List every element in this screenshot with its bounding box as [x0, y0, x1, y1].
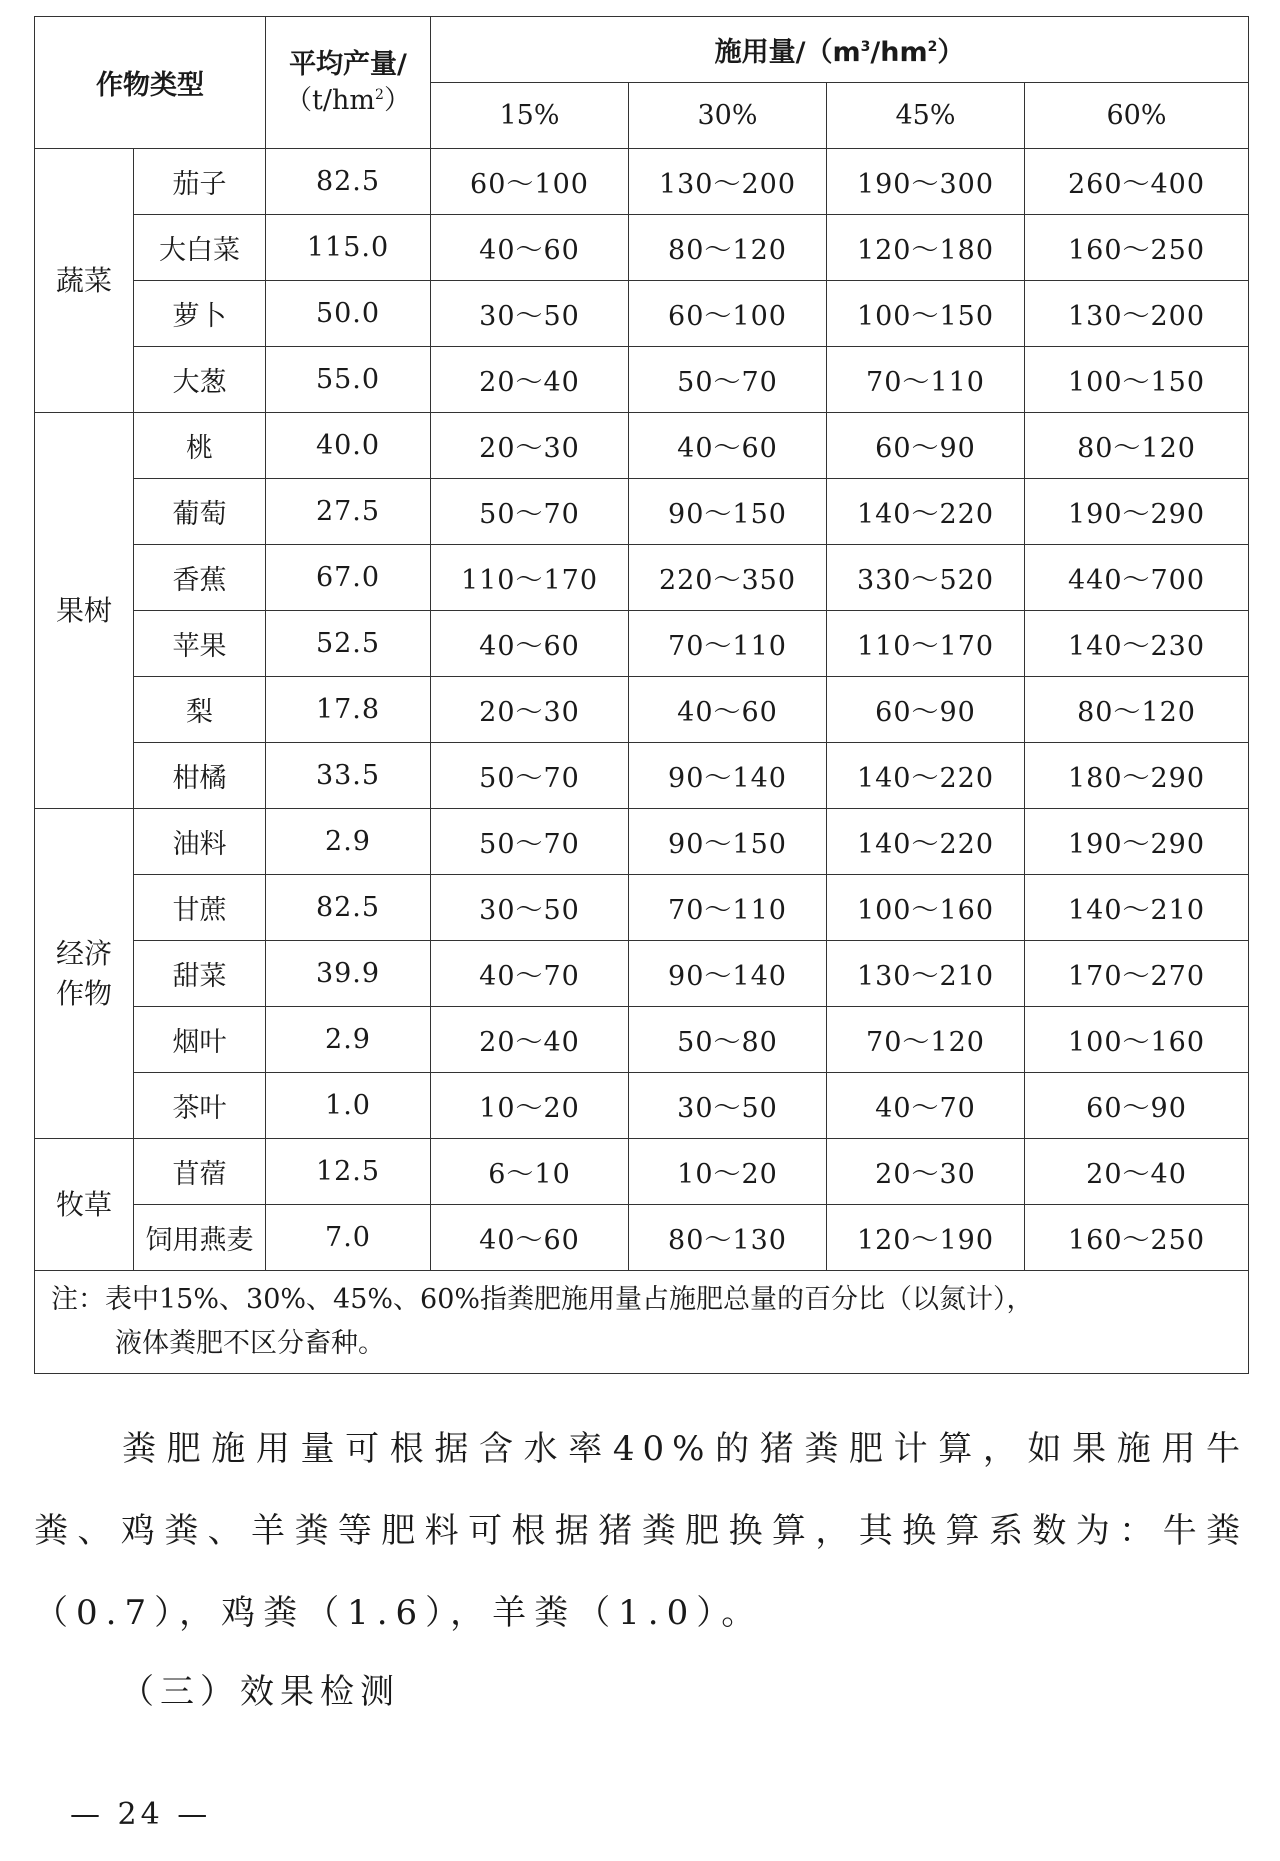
- category-fruit-trees: 果树: [35, 413, 134, 809]
- rate-45-cell: 60～90: [827, 677, 1025, 743]
- rate-60-cell: 160～250: [1025, 1205, 1249, 1271]
- rate-30-cell: 40～60: [629, 413, 827, 479]
- rate-45-cell: 70～120: [827, 1007, 1025, 1073]
- table-row: [35, 215, 1249, 281]
- crop-name: 油料: [134, 809, 266, 875]
- rate-15-cell: 6～10: [431, 1139, 629, 1205]
- crop-name: 大白菜: [134, 215, 266, 281]
- rate-60-cell: 20～40: [1025, 1139, 1249, 1205]
- table-note-line2: 液体粪肥不区分畜种。: [115, 1328, 385, 1359]
- crop-name: 茶叶: [134, 1073, 266, 1139]
- header-average-yield-title: 平均产量/: [289, 48, 407, 80]
- header-percent-45: 45%: [827, 83, 1025, 149]
- header-average-yield-unit: $(t/hm^2)$: [285, 84, 411, 116]
- rate-15-cell: 50～70: [431, 743, 629, 809]
- body-paragraph-conversion: 粪肥施用量可根据含水率40%的猪粪肥计算，如果施用牛粪、鸡粪、羊粪等肥料可根据猪粪肥换算，其换算系数为：牛粪（0.7），鸡粪（1.6），羊粪（1.0）。: [34, 1429, 1248, 1633]
- fertilizer-application-table: [34, 16, 1249, 1374]
- yield-cell: 27.5: [266, 479, 431, 545]
- yield-cell: 12.5: [266, 1139, 431, 1205]
- rate-45-cell: 330～520: [827, 545, 1025, 611]
- rate-60-cell: 60～90: [1025, 1073, 1249, 1139]
- rate-30-cell: 130～200: [629, 149, 827, 215]
- rate-60-cell: 130～200: [1025, 281, 1249, 347]
- rate-15-cell: 10～20: [431, 1073, 629, 1139]
- table-row: [35, 281, 1249, 347]
- yield-cell: 1.0: [266, 1073, 431, 1139]
- rate-45-cell: 130～210: [827, 941, 1025, 1007]
- rate-60-cell: 160～250: [1025, 215, 1249, 281]
- rate-15-cell: 110～170: [431, 545, 629, 611]
- rate-45-cell: 70～110: [827, 347, 1025, 413]
- yield-cell: 115.0: [266, 215, 431, 281]
- header-percent-60: 60%: [1025, 83, 1249, 149]
- section-heading: （三）效果检测: [120, 1672, 400, 1712]
- rate-30-cell: 60～100: [629, 281, 827, 347]
- yield-cell: 2.9: [266, 809, 431, 875]
- rate-30-cell: 50～70: [629, 347, 827, 413]
- header-percent-30: 30%: [629, 83, 827, 149]
- crop-name: 梨: [134, 677, 266, 743]
- table-row: [35, 479, 1249, 545]
- rate-30-cell: 30～50: [629, 1073, 827, 1139]
- rate-30-cell: 50～80: [629, 1007, 827, 1073]
- crop-name: 饲用燕麦: [134, 1205, 266, 1271]
- rate-45-cell: 100～160: [827, 875, 1025, 941]
- rate-60-cell: 170～270: [1025, 941, 1249, 1007]
- rate-30-cell: 10～20: [629, 1139, 827, 1205]
- table-row: [35, 941, 1249, 1007]
- rate-15-cell: 50～70: [431, 809, 629, 875]
- rate-60-cell: 100～150: [1025, 347, 1249, 413]
- crop-name: 大葱: [134, 347, 266, 413]
- rate-60-cell: 260～400: [1025, 149, 1249, 215]
- rate-45-cell: 140～220: [827, 743, 1025, 809]
- rate-30-cell: 90～140: [629, 743, 827, 809]
- yield-cell: 7.0: [266, 1205, 431, 1271]
- crop-name: 苜蓿: [134, 1139, 266, 1205]
- yield-cell: 50.0: [266, 281, 431, 347]
- yield-cell: 82.5: [266, 149, 431, 215]
- rate-15-cell: 40～70: [431, 941, 629, 1007]
- rate-15-cell: 40～60: [431, 611, 629, 677]
- rate-45-cell: 110～170: [827, 611, 1025, 677]
- table-row: [35, 611, 1249, 677]
- yield-cell: 67.0: [266, 545, 431, 611]
- rate-45-cell: 140～220: [827, 479, 1025, 545]
- rate-60-cell: 190～290: [1025, 809, 1249, 875]
- rate-15-cell: 40～60: [431, 1205, 629, 1271]
- category-forage: 牧草: [35, 1139, 134, 1271]
- table-row: [35, 1205, 1249, 1271]
- header-percent-15: 15%: [431, 83, 629, 149]
- yield-cell: 55.0: [266, 347, 431, 413]
- rate-15-cell: 20～30: [431, 677, 629, 743]
- rate-30-cell: 220～350: [629, 545, 827, 611]
- rate-45-cell: 190～300: [827, 149, 1025, 215]
- rate-60-cell: 440～700: [1025, 545, 1249, 611]
- table-row: [35, 1073, 1249, 1139]
- table-note-line1: 注：表中15%、30%、45%、60%指粪肥施用量占施肥总量的百分比（以氮计），: [51, 1284, 1034, 1315]
- rate-30-cell: 80～120: [629, 215, 827, 281]
- table-row: [35, 743, 1249, 809]
- rate-45-cell: 120～180: [827, 215, 1025, 281]
- crop-name: 萝卜: [134, 281, 266, 347]
- crop-name: 茄子: [134, 149, 266, 215]
- rate-15-cell: 60～100: [431, 149, 629, 215]
- rate-30-cell: 80～130: [629, 1205, 827, 1271]
- rate-45-cell: 100～150: [827, 281, 1025, 347]
- rate-60-cell: 80～120: [1025, 677, 1249, 743]
- crop-name: 烟叶: [134, 1007, 266, 1073]
- rate-15-cell: 50～70: [431, 479, 629, 545]
- crop-name: 香蕉: [134, 545, 266, 611]
- crop-name: 苹果: [134, 611, 266, 677]
- table-row: [35, 413, 1249, 479]
- category-cash-crops-line2: 作物: [55, 976, 112, 1010]
- rate-60-cell: 180～290: [1025, 743, 1249, 809]
- table-row: [35, 347, 1249, 413]
- rate-45-cell: 40～70: [827, 1073, 1025, 1139]
- category-cash-crops: [35, 809, 134, 1139]
- rate-45-cell: 140～220: [827, 809, 1025, 875]
- rate-15-cell: 30～50: [431, 875, 629, 941]
- yield-cell: 33.5: [266, 743, 431, 809]
- category-cash-crops-line1: 经济: [55, 936, 112, 970]
- rate-60-cell: 140～230: [1025, 611, 1249, 677]
- header-average-yield: [266, 17, 431, 149]
- crop-name: 甘蔗: [134, 875, 266, 941]
- table-row: [35, 1007, 1249, 1073]
- table-row: [35, 875, 1249, 941]
- yield-cell: 52.5: [266, 611, 431, 677]
- crop-name: 葡萄: [134, 479, 266, 545]
- rate-30-cell: 90～140: [629, 941, 827, 1007]
- rate-30-cell: 40～60: [629, 677, 827, 743]
- yield-cell: 17.8: [266, 677, 431, 743]
- table-row: [35, 1139, 1249, 1205]
- rate-60-cell: 80～120: [1025, 413, 1249, 479]
- table-row: [35, 545, 1249, 611]
- header-application-rate: 施用量$/(m^3/hm^2)$: [431, 17, 1249, 83]
- rate-30-cell: 70～110: [629, 611, 827, 677]
- rate-60-cell: 100～160: [1025, 1007, 1249, 1073]
- category-vegetables: 蔬菜: [35, 149, 134, 413]
- header-crop-type: 作物类型: [35, 17, 266, 149]
- table-row: [35, 677, 1249, 743]
- rate-45-cell: 60～90: [827, 413, 1025, 479]
- rate-30-cell: 90～150: [629, 809, 827, 875]
- rate-15-cell: 20～30: [431, 413, 629, 479]
- rate-60-cell: 190～290: [1025, 479, 1249, 545]
- table-note: [35, 1271, 1249, 1374]
- crop-name: 柑橘: [134, 743, 266, 809]
- crop-name: 甜菜: [134, 941, 266, 1007]
- crop-name: 桃: [134, 413, 266, 479]
- rate-15-cell: 30～50: [431, 281, 629, 347]
- rate-60-cell: 140～210: [1025, 875, 1249, 941]
- rate-30-cell: 70～110: [629, 875, 827, 941]
- rate-45-cell: 20～30: [827, 1139, 1025, 1205]
- rate-15-cell: 40～60: [431, 215, 629, 281]
- yield-cell: 2.9: [266, 1007, 431, 1073]
- rate-15-cell: 20～40: [431, 347, 629, 413]
- table-row: [35, 809, 1249, 875]
- page-number: — 24 —: [70, 1797, 212, 1832]
- yield-cell: 40.0: [266, 413, 431, 479]
- table-row: [35, 149, 1249, 215]
- yield-cell: 39.9: [266, 941, 431, 1007]
- yield-cell: 82.5: [266, 875, 431, 941]
- rate-15-cell: 20～40: [431, 1007, 629, 1073]
- rate-45-cell: 120～190: [827, 1205, 1025, 1271]
- rate-30-cell: 90～150: [629, 479, 827, 545]
